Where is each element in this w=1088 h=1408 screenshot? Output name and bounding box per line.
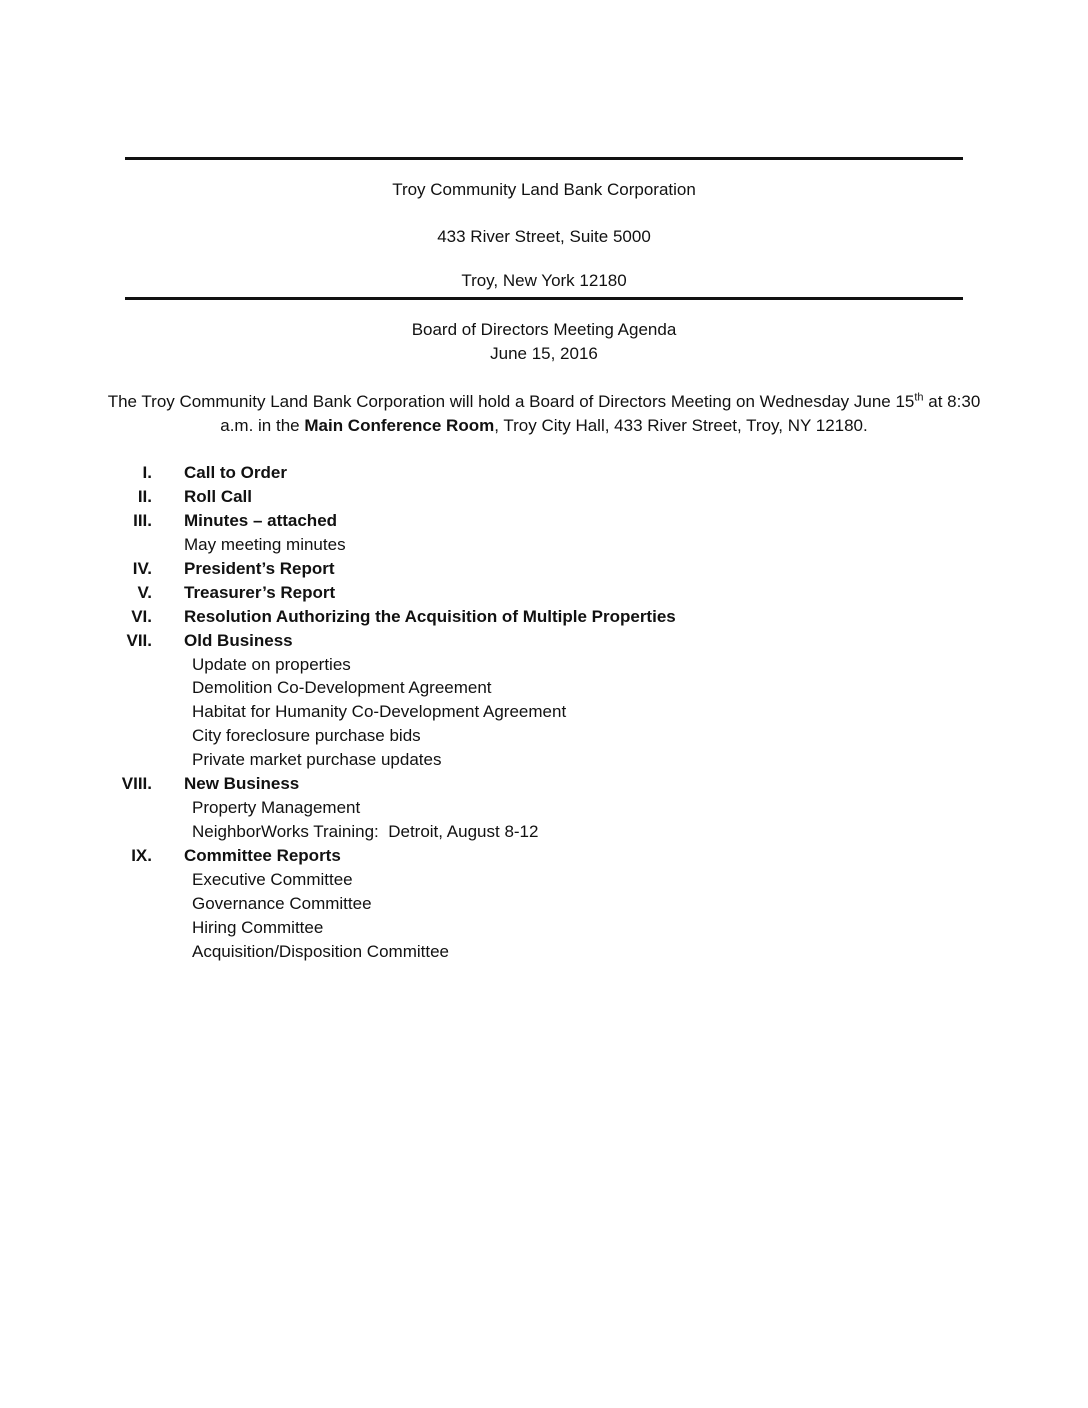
agenda-sub-item-text: Hiring Committee [192, 917, 324, 937]
intro-location: Main Conference Room [304, 416, 495, 435]
agenda-item [0, 509, 1088, 533]
agenda-sub-item-text: May meeting minutes [184, 534, 346, 554]
agenda-sub-item [0, 700, 1088, 724]
agenda-sub-item [0, 868, 1088, 892]
agenda-item-title: Old Business [184, 630, 293, 650]
agenda-sub-item [0, 724, 1088, 748]
agenda-item [0, 461, 1088, 485]
agenda-numeral: VIII. [121, 774, 152, 794]
agenda-item [0, 605, 1088, 629]
intro-ordinal: th [914, 391, 924, 404]
agenda-sub-item [0, 892, 1088, 916]
agenda-item-title: Committee Reports [184, 846, 341, 865]
intro-text-1: The Troy Community Land Bank Corporation will hold a Board of Directors Meeting on Wednesday June 15 [107, 392, 915, 411]
agenda-sub-item-text: City foreclosure purchase bids [192, 726, 421, 746]
agenda-sub-item [0, 940, 1088, 964]
intro-text-2: at 8:30 a.m. in the [220, 392, 981, 435]
agenda-sub-item [0, 796, 1088, 820]
agenda-sub-item-text: Executive Committee [192, 869, 353, 889]
agenda-item-title: Minutes – attached [184, 510, 338, 530]
agenda-sub-item-text: Demolition Co-Development Agreement [192, 678, 492, 698]
agenda-sub-item-text: NeighborWorks Training: Detroit, August 8-12 [192, 822, 539, 842]
agenda-item-title: Call to Order [184, 463, 287, 482]
agenda-sub-item-text: Update on properties [192, 654, 351, 674]
agenda-sub-item-text: Habitat for Humanity Co-Development Agreement [192, 702, 567, 722]
agenda-numeral: VII. [126, 630, 152, 650]
agenda-sub-item-text: Private market purchase updates [192, 750, 442, 770]
agenda-numeral: II. [137, 486, 152, 506]
agenda-sub-item [0, 748, 1088, 772]
agenda-numeral: V. [137, 582, 152, 602]
agenda-item [0, 485, 1088, 509]
agenda-item-title: Resolution Authorizing the Acquisition of Multiple Properties [184, 606, 676, 626]
agenda-sub-item [0, 676, 1088, 700]
agenda-list [0, 461, 1088, 964]
address-line-2: Troy, New York 12180 [461, 271, 627, 290]
top-rule [125, 157, 963, 160]
agenda-sub-item-text: Governance Committee [192, 893, 372, 913]
intro-paragraph [100, 390, 988, 438]
agenda-numeral: III. [133, 510, 152, 530]
address-line-1: 433 River Street, Suite 5000 [437, 227, 651, 246]
organization-name: Troy Community Land Bank Corporation [392, 180, 696, 199]
agenda-sub-item-text: Property Management [192, 798, 361, 818]
agenda-item-title: New Business [184, 774, 300, 794]
agenda-sub-item [0, 820, 1088, 844]
agenda-item [0, 581, 1088, 605]
agenda-sub-item [0, 533, 1088, 557]
intro-text-3: , Troy City Hall, 433 River Street, Troy, NY 12180. [494, 416, 868, 435]
agenda-numeral: IV. [132, 558, 152, 578]
agenda-item [0, 772, 1088, 796]
agenda-item-title: President’s Report [184, 558, 335, 578]
agenda-numeral: I. [142, 463, 152, 482]
agenda-sub-item [0, 653, 1088, 677]
bottom-rule [125, 297, 963, 300]
agenda-item [0, 629, 1088, 653]
agenda-item-title: Treasurer’s Report [184, 582, 336, 602]
agenda-numeral: IX. [131, 846, 152, 865]
agenda-item [0, 557, 1088, 581]
agenda-numeral: VI. [131, 606, 152, 626]
agenda-sub-item-text: Acquisition/Disposition Committee [192, 941, 449, 961]
agenda-sub-item [0, 916, 1088, 940]
agenda-item [0, 844, 1088, 868]
agenda-item-title: Roll Call [184, 486, 253, 506]
meeting-date: June 15, 2016 [490, 344, 598, 363]
meeting-title: Board of Directors Meeting Agenda [411, 320, 677, 339]
